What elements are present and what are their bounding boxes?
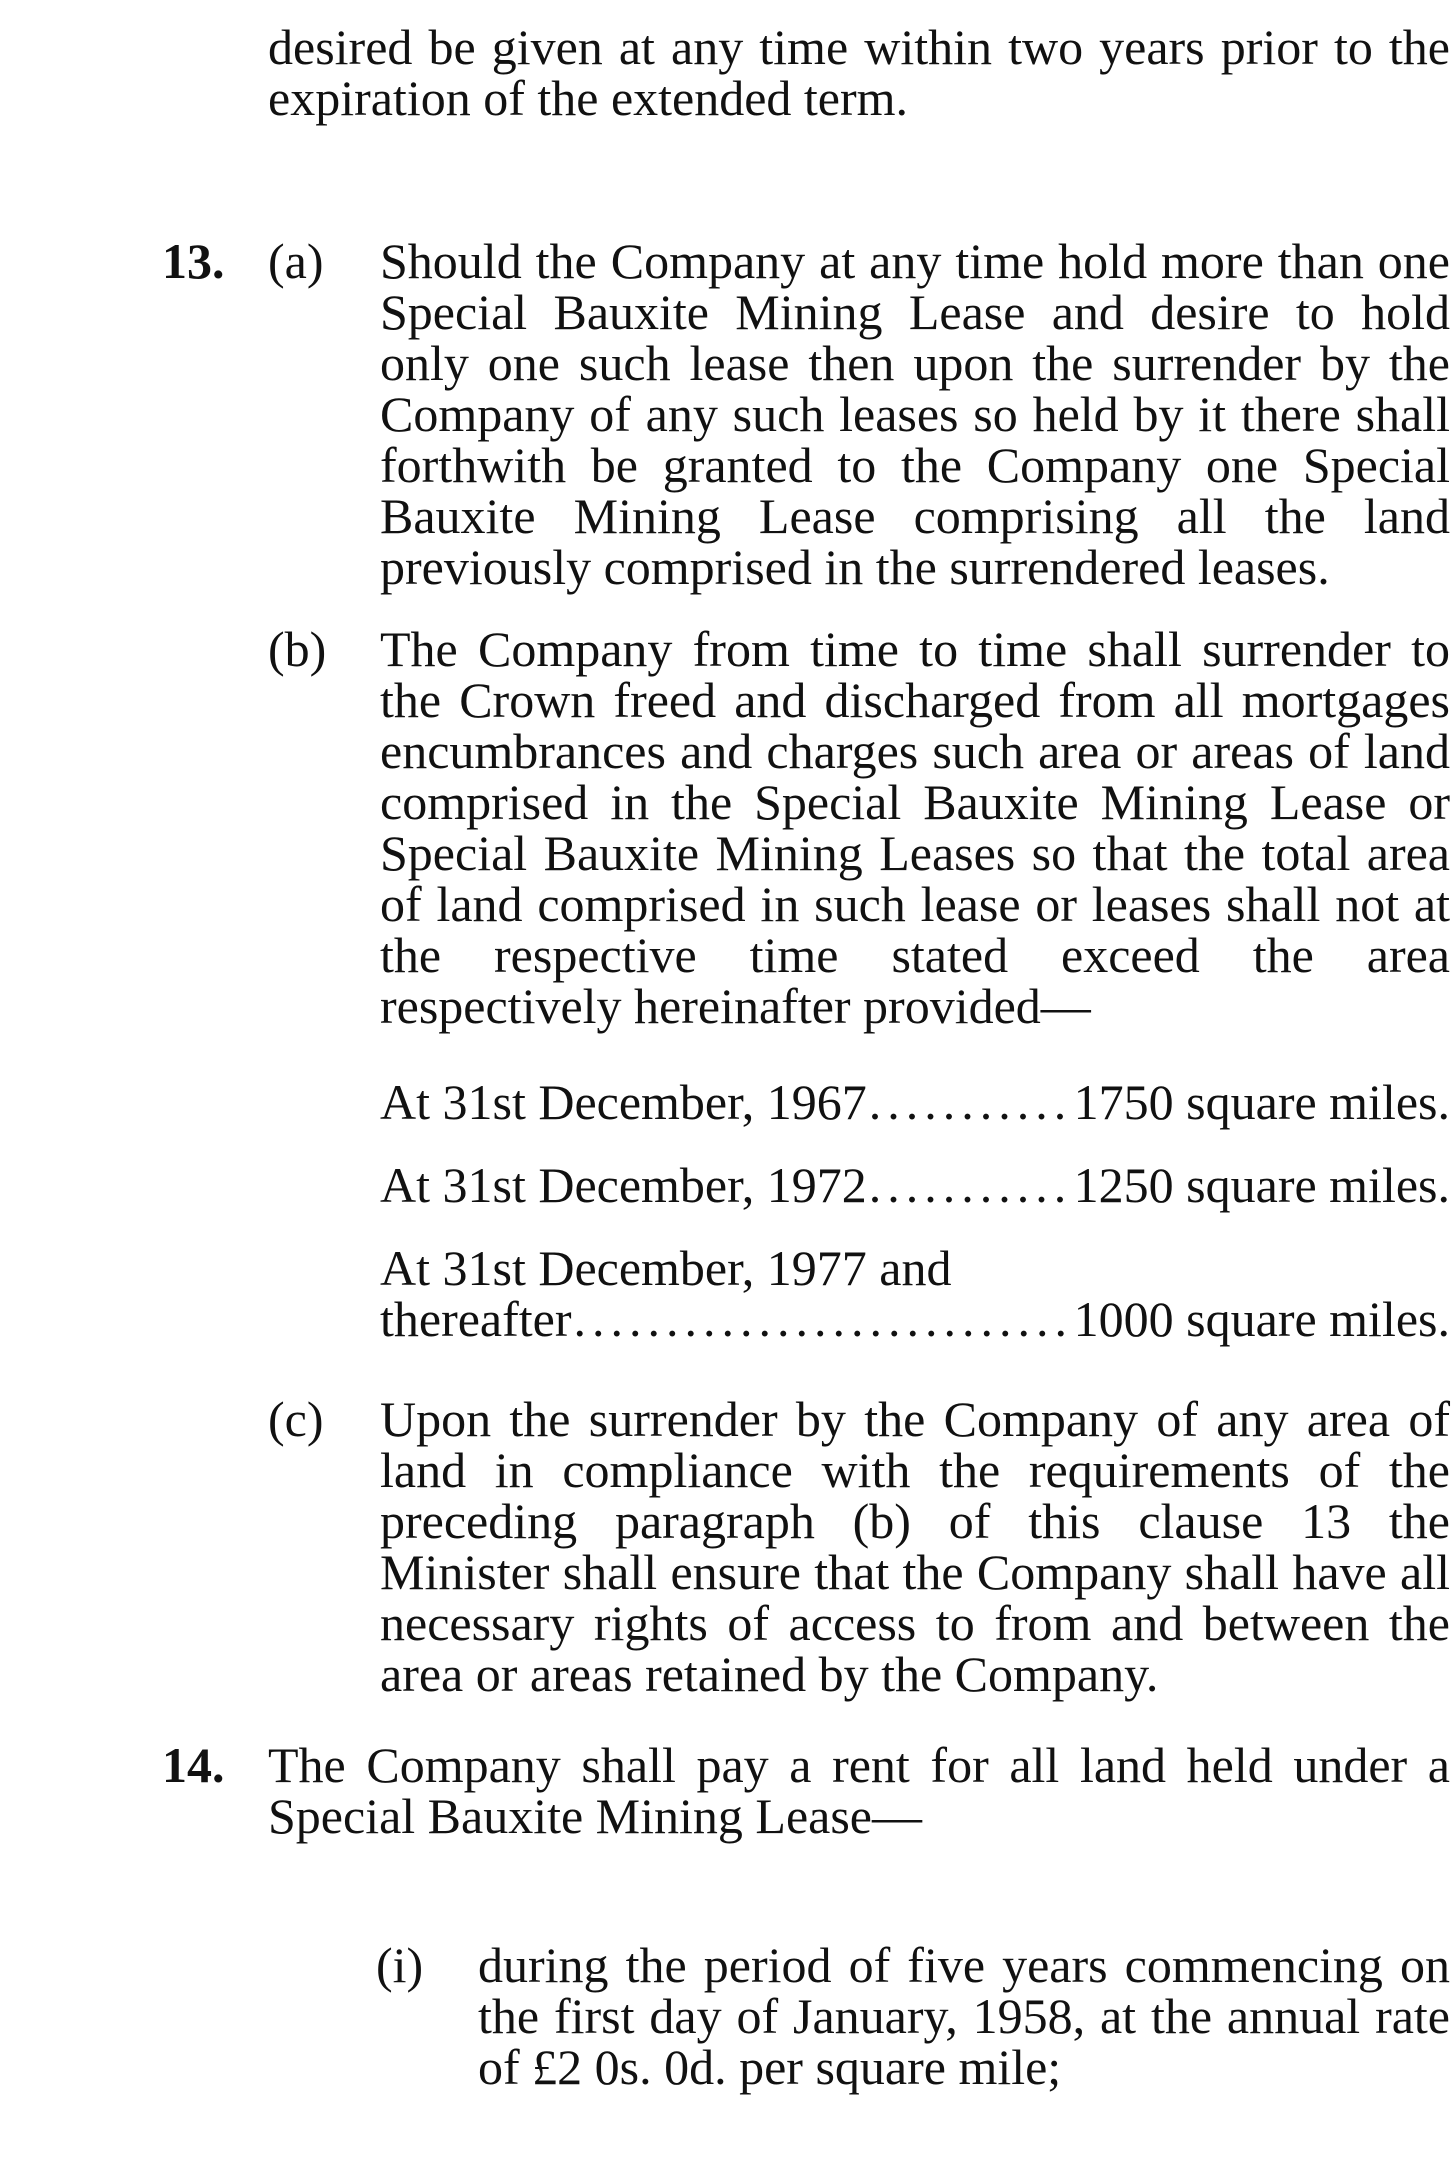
clause-13a-label: (a) bbox=[268, 233, 324, 289]
clause-14i-label: (i) bbox=[376, 1937, 424, 1993]
clause-13-number: 13. bbox=[162, 233, 225, 289]
intro-paragraph: desired be given at any time within two years prior to the expiration of the extended term. bbox=[268, 19, 1450, 126]
schedule-area: 1000 square miles. bbox=[1073, 1291, 1450, 1347]
schedule-row-1977 bbox=[380, 1291, 1450, 1347]
schedule-area: 1750 square miles. bbox=[1073, 1074, 1450, 1130]
dot-leader bbox=[574, 1294, 1072, 1345]
clause-13b-label: (b) bbox=[268, 621, 327, 677]
schedule-row-1967 bbox=[380, 1074, 1450, 1130]
schedule-row-1972 bbox=[380, 1157, 1450, 1213]
schedule-row-1977-line1: At 31st December, 1977 and bbox=[380, 1240, 952, 1296]
schedule-date: At 31st December, 1967 bbox=[380, 1074, 867, 1130]
clause-13c-label: (c) bbox=[268, 1391, 324, 1447]
schedule-area: 1250 square miles. bbox=[1073, 1157, 1450, 1213]
schedule-date: thereafter bbox=[380, 1291, 572, 1347]
schedule-date: At 31st December, 1972 bbox=[380, 1157, 867, 1213]
clause-13a-text: Should the Company at any time hold more than one Special Bauxite Mining Lease and desire to hold only one such lease then upon the surrender by the Company of any such leases so held by it there shall forthwith be granted to the Company one Special Bauxite Mining Lease comprising all the land previously comprised in the surrendered leases. bbox=[380, 233, 1450, 595]
clause-14-number: 14. bbox=[162, 1737, 225, 1793]
clause-14i-text: during the period of five years commencing on the first day of January, 1958, at the annual rate of £2 0s. 0d. per square mile; bbox=[478, 1937, 1450, 2095]
clause-13b-text: The Company from time to time shall surrender to the Crown freed and discharged from all mortgages encumbrances and charges such area or areas of land comprised in the Special Bauxite Mining Lease or Special Bauxite Mining Leases so that the total area of land comprised in such lease or leases shall not at the respective time stated exceed the area respectively hereinafter provided— bbox=[380, 621, 1450, 1034]
dot-leader bbox=[869, 1077, 1072, 1128]
clause-13c-text: Upon the surrender by the Company of any area of land in compliance with the requirements of the preceding paragraph (b) of this clause 13 the Minister shall ensure that the Company shall have all necessary rights of access to from and between the area or areas retained by the Company. bbox=[380, 1391, 1450, 1702]
clause-14-text: The Company shall pay a rent for all land held under a Special Bauxite Mining Lease— bbox=[268, 1737, 1450, 1844]
dot-leader bbox=[869, 1160, 1072, 1211]
